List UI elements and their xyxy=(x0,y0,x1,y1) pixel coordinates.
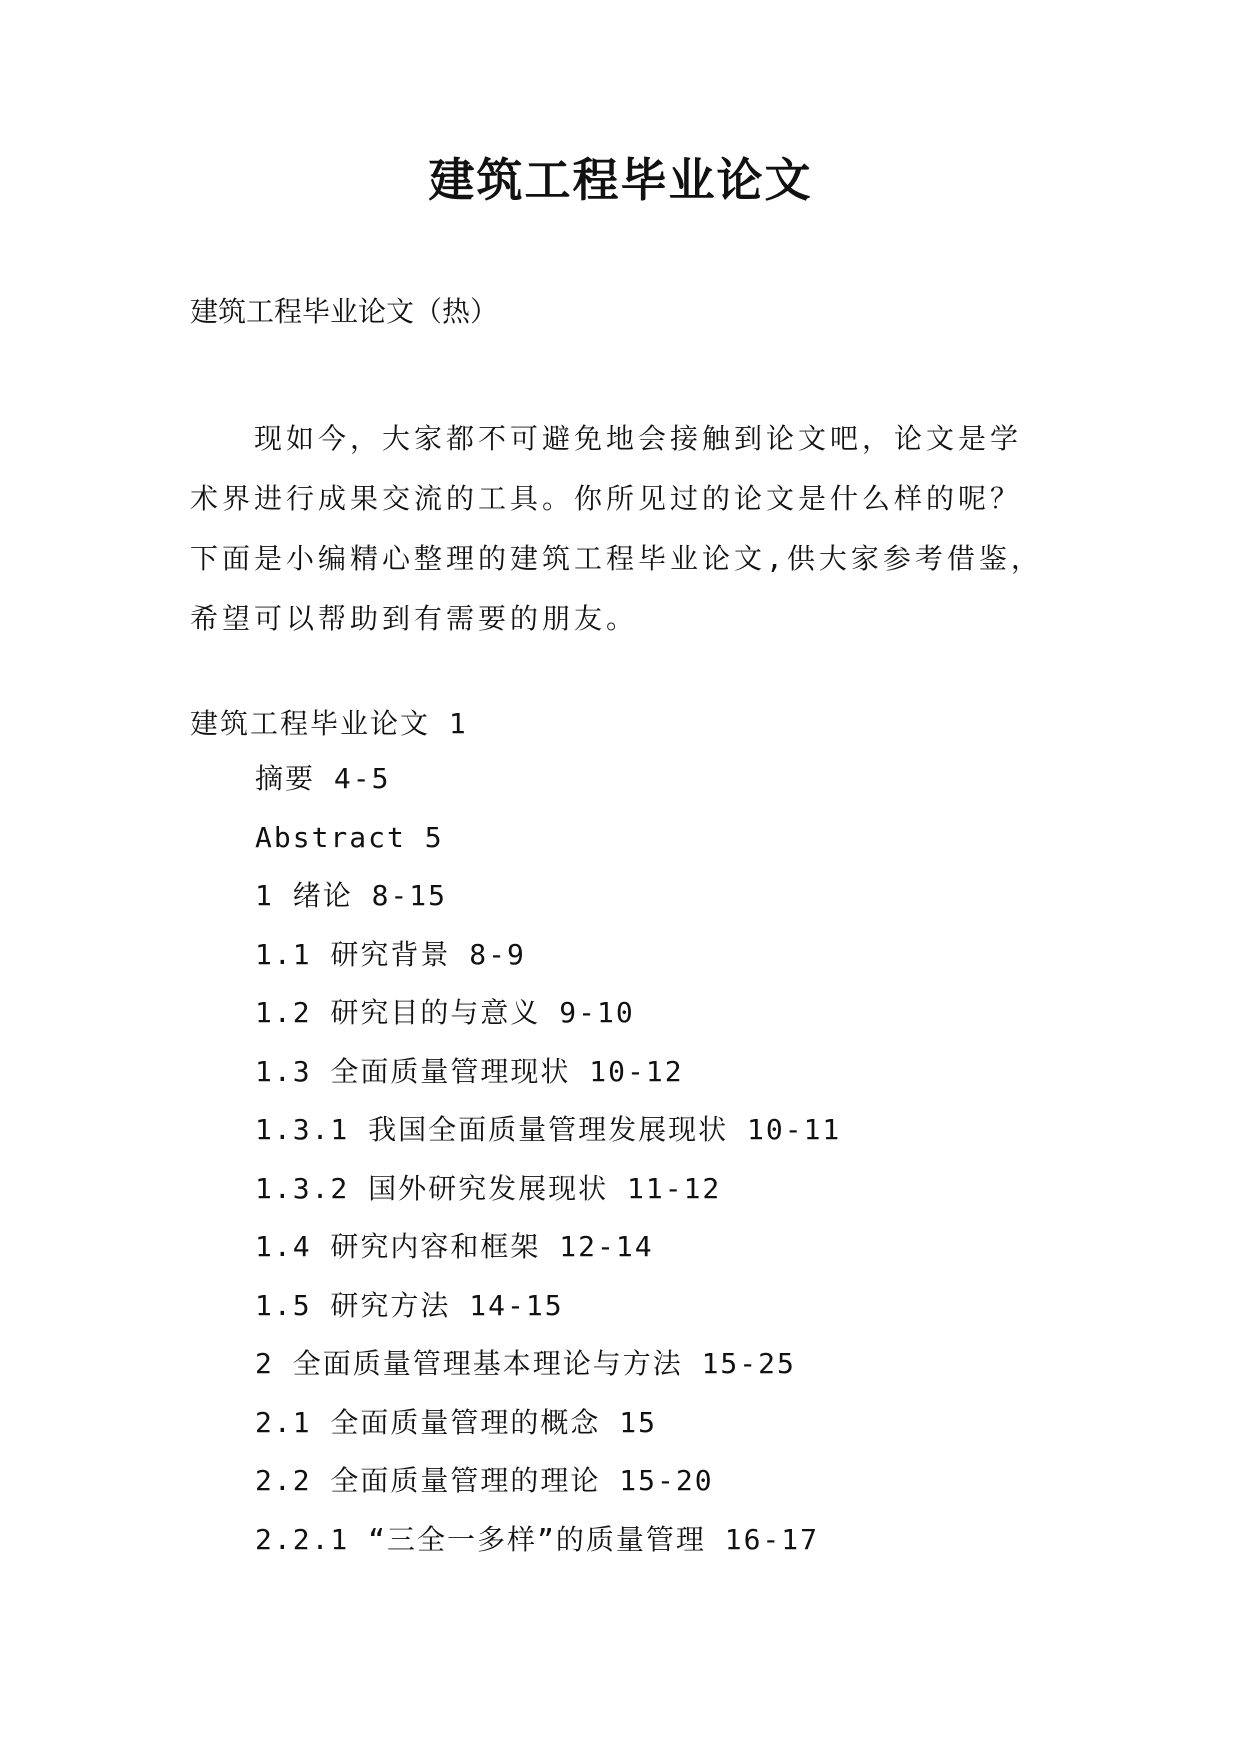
section-heading: 建筑工程毕业论文 1 xyxy=(190,707,468,740)
intro-line: 现如今，大家都不可避免地会接触到论文吧，论文是学 xyxy=(254,422,1023,455)
intro-paragraph xyxy=(190,409,1060,649)
toc-item: 摘要 4-5 xyxy=(255,762,391,795)
table-of-contents xyxy=(255,759,841,1578)
toc-item: 1 绪论 8-15 xyxy=(255,879,448,912)
document-subtitle: 建筑工程毕业论文（热） xyxy=(190,295,499,328)
intro-line: 术界进行成果交流的工具。你所见过的论文是什么样的呢？ xyxy=(190,482,1023,515)
toc-item: 2.2 全面质量管理的理论 15-20 xyxy=(255,1464,714,1497)
intro-line: 下面是小编精心整理的建筑工程毕业论文,供大家参考借鉴， xyxy=(190,542,1043,575)
toc-item: 1.1 研究背景 8-9 xyxy=(255,937,526,971)
toc-item: 1.3.2 国外研究发展现状 11-12 xyxy=(255,1171,722,1205)
toc-item: 2 全面质量管理基本理论与方法 15-25 xyxy=(255,1347,796,1380)
intro-line: 希望可以帮助到有需要的朋友。 xyxy=(190,602,639,635)
toc-item: Abstract 5 xyxy=(255,820,444,854)
toc-item: 1.5 研究方法 14-15 xyxy=(255,1288,564,1322)
toc-item: 1.2 研究目的与意义 9-10 xyxy=(255,996,635,1029)
document-title: 建筑工程毕业论文 xyxy=(428,153,813,207)
toc-item: 1.4 研究内容和框架 12-14 xyxy=(255,1230,654,1263)
toc-item: 1.3.1 我国全面质量管理发展现状 10-11 xyxy=(255,1113,842,1146)
toc-item: 2.1 全面质量管理的概念 15 xyxy=(255,1405,658,1439)
toc-item: 2.2.1 “三全一多样”的质量管理 16-17 xyxy=(255,1522,820,1556)
toc-item: 1.3 全面质量管理现状 10-12 xyxy=(255,1054,684,1088)
